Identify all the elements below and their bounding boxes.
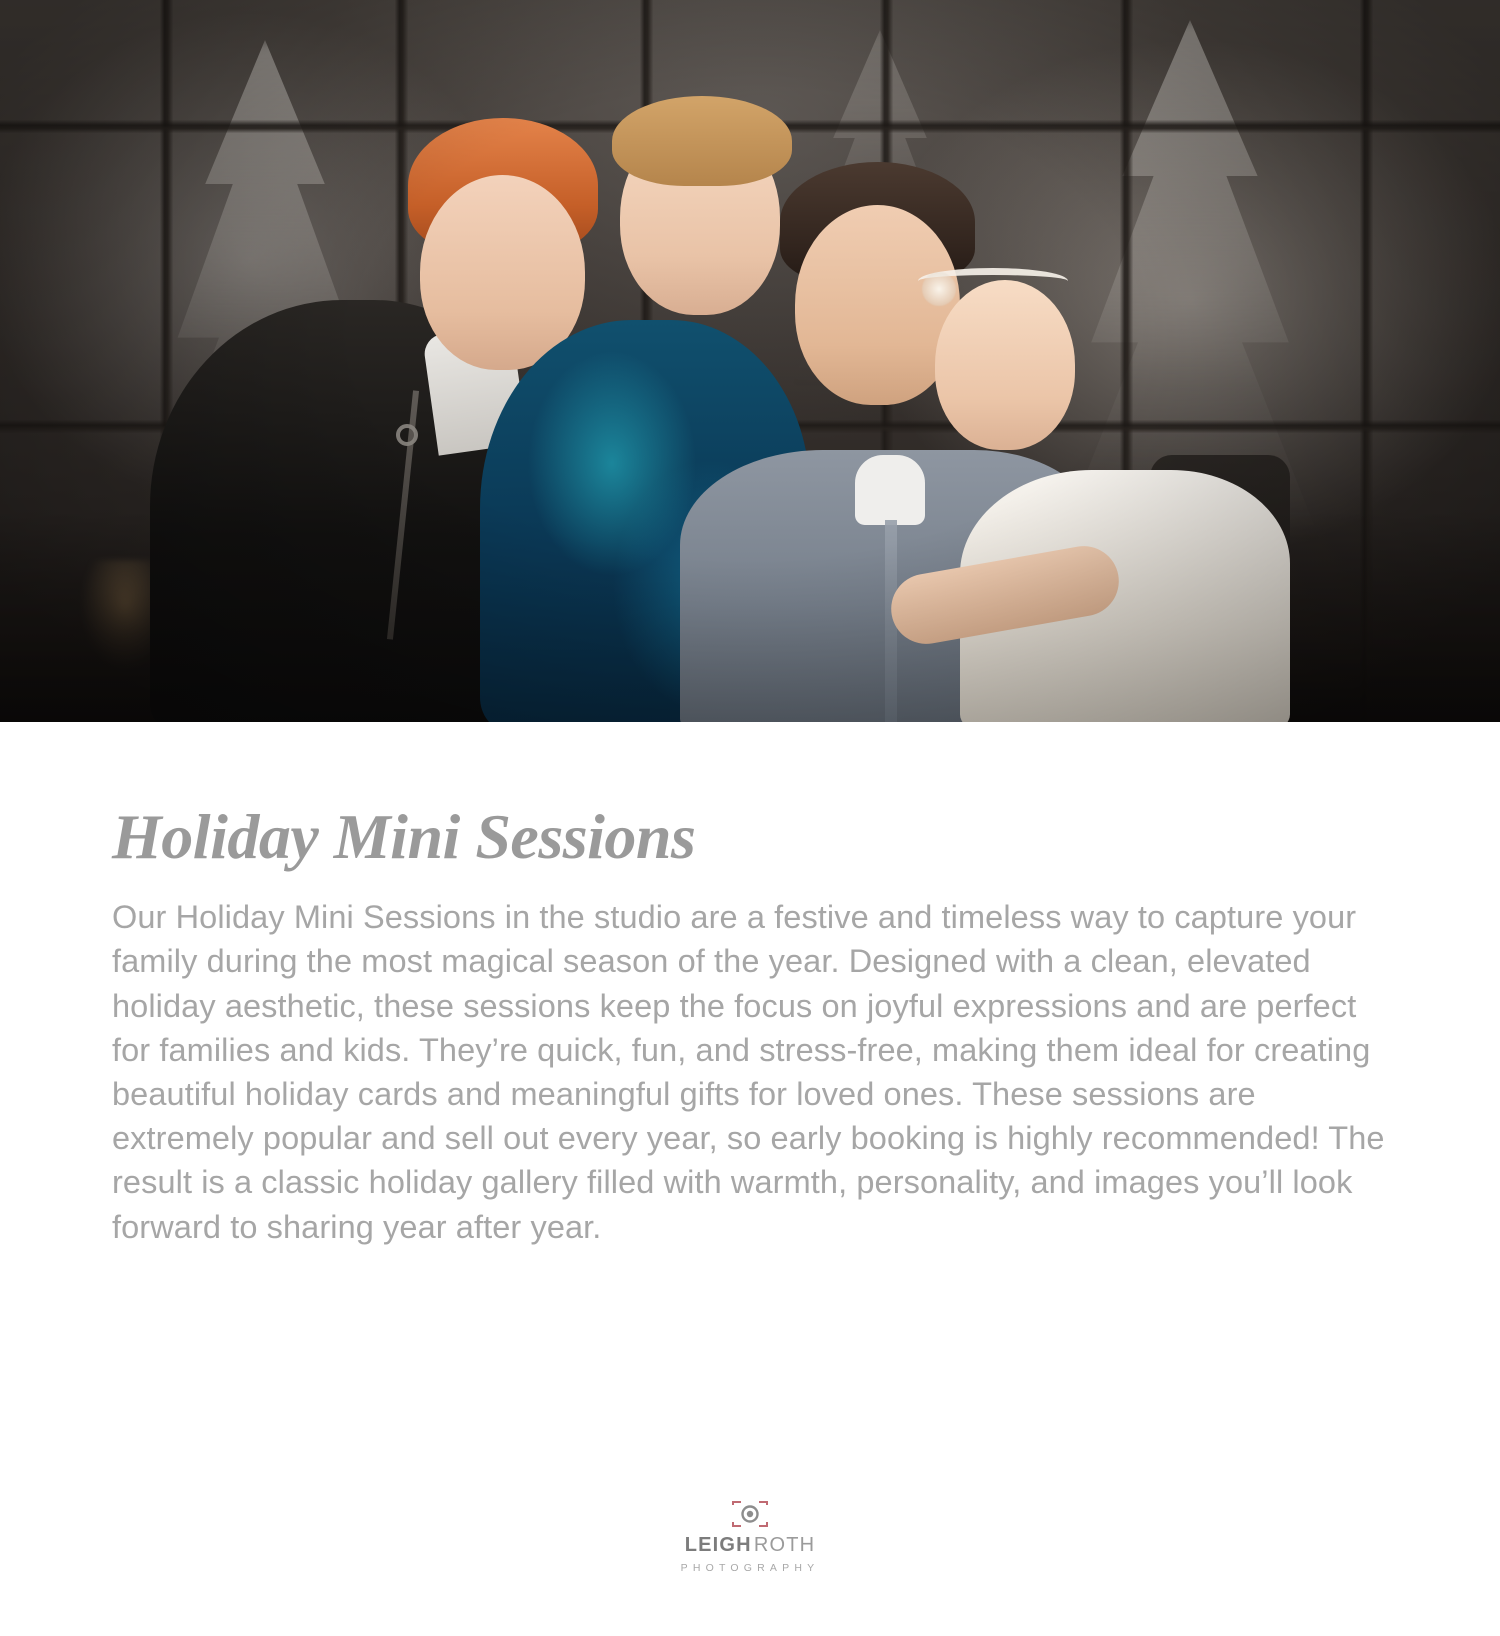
camera-aperture-icon bbox=[729, 1500, 771, 1530]
footer-logo bbox=[0, 1500, 1500, 1574]
brand-first-word: LEIGH bbox=[684, 1534, 752, 1556]
brand-second-word: ROTH bbox=[753, 1534, 816, 1556]
brand-tagline: PHOTOGRAPHY bbox=[680, 1562, 820, 1574]
page-title: Holiday Mini Sessions bbox=[112, 801, 696, 872]
description-paragraph: Our Holiday Mini Sessions in the studio are a festive and timeless way to capture your family during the most magical season of the year. Designed with a clean, elevated holiday aesthetic, these sessions keep the focus on joyful expressions and are perfect for families and kids. They’re quick, fun, and stress-free, making them ideal for creating beautiful holiday cards and meaningful gifts for loved ones. These sessions are extremely popular and sell out every year, so early booking is highly recommended! The result is a classic holiday gallery filled with warmth, personality, and images you’ll look forward to sharing year after year. bbox=[112, 899, 1385, 1245]
mother-bangs bbox=[612, 96, 792, 186]
father-undershirt bbox=[855, 455, 925, 525]
brand-wordmark bbox=[685, 1534, 816, 1557]
hero-photo bbox=[0, 0, 1500, 722]
family-group bbox=[0, 0, 1500, 722]
girl-headband-bow bbox=[922, 272, 956, 306]
main-content bbox=[0, 722, 1500, 1249]
boy-zipper-pull bbox=[396, 424, 418, 446]
girl-face bbox=[935, 280, 1075, 450]
